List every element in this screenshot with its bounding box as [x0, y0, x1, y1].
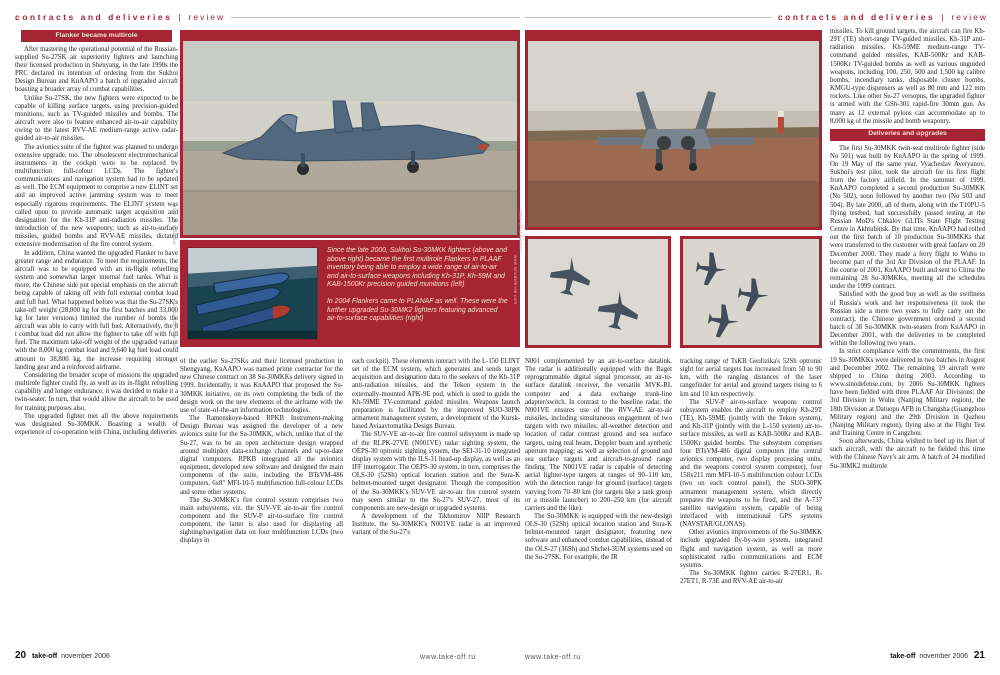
article-column-6	[830, 28, 985, 654]
photo-credit-left-side: www.sinodefense.com	[172, 300, 177, 350]
column-5-text: tracking range of TsKB Geofizika's 52Sh optronic sight for aerial targets has increased from 50 to 90 km, with the ranging distances of the laser rangefinder for aerial and ground targets rising to 6 km and 10 km respectively. The SUV-P air-to-surface weapons control subsystem enables the aircraft to employ Kh-29T (TE), Kh-59ME (jointly with the Tekon system), and Kh-31P (jointly with the L-150 system) air-to-surface missiles, as well as KAB-500Kr and KAB-1500Kr guided bombs. The subsystem comprises four BTsVM-486 digital computers (the central avionics computer, two display processing units, and the weapons control system computer), four 158x211 mm MFI-10-5 multifunction colour LCDs (two on each control panel), the SUO-30PK armament management system, which directly prepares the weapons to be fired, and the A-737 satellite navigation system, capable of being interfaced with international GPS systems (NAVSTAR/GLONAS). Other avionics improvements of the Su-30MKK include upgraded fly-by-wire system, integrated flight and navigation system, as well as more sophisticated radio communications and ECM systems. The Su-30MKK fighter carries R-27ER1, R-27ET1, R-73E and RVV-AE air-to-air	[680, 358, 822, 586]
photo-captions	[327, 247, 509, 324]
article-column-3	[352, 358, 520, 634]
header-separator: |	[178, 12, 183, 22]
footer-site-right: www.take-off.ru	[525, 654, 581, 661]
article-column-5	[680, 358, 822, 634]
footer-site-left: www.take-off.ru	[420, 654, 476, 661]
photo-munitions-art	[188, 248, 317, 340]
caption-su30mk2: In 2004 Flankers came to PLANAF as well. These were the further upgraded Su-30MK2 fighters featuring advanced air-to-surface capabilities (right)	[327, 297, 508, 323]
footer-brand: take-off	[31, 653, 58, 660]
photo-su30mkk-on-runway	[180, 30, 520, 238]
section-header-right	[525, 12, 988, 22]
header-rule	[231, 17, 520, 18]
photo-credit-take-off-collection: Take-off collection	[172, 205, 177, 247]
magazine-page-21	[518, 0, 1000, 675]
column-6-text-bottom: The first Su-30MKK twin-seat multirole fighter (side No 501) was built by KnAAPO in the spring of 1999. On 19 May of the same year, Vyacheslav Averyanov, Sukhoi's test pilot, took the aircraft for its first flight from the factory airfield. In the summer of 1999, KnAAPO completed a second production Su-30MKK (No 502), soon followed by another two (No 503 and 504). By late 2000, all of them, along with the T10PU-5 flying testbed, had successfully passed testing at the Russian MoD's Chkalov GLITs State Flight Testing Centre in Akhtubinsk. By that time, KnAAPO had rolled out the first batch of 10 production Su-30MKKs that were transferred to the customer with great fanfare on 20 December 2000. They made a ferry flight to Wuhu to become part of the 3rd Air Division of the PLAAF. In the course of 2001, KnAAPO built and sent to China the remaining 28 Su-30MKKs, meeting all the schedules under the 1999 contract. Satisfied with the good buy as well as the swiftness of Russia's work and her responsiveness (it took the Russian side a mere two years to fully carry out the contract), the Chinese government ordered a second batch of 38 Su-30MKK twin-seaters from KnAAPO in December 2001, with the deliveries to be completed within the following two years. In strict compliance with the commitments, the first 19 Su-30MKKs were delivered in two batches in August and December 2002. The remaining 19 aircraft were shipped to China during 2003. According to www.sinodefense.com, by 2006 Su-30MKK fighters have been fielded with three PLAAF Air Divisions: the 3rd Division in Wuhu (Nanjing Military region), the 18th Division at Datuopu AFB in Changsha (Guangzhou Military region) and the 29th Division in Quzhou (Nanjing Military region), flying also at the Flight Test and Training Centre in Cangzhou. Soon afterwards, China wished to beef up its fleet of such aircraft, with the aircraft to be fielded this time with the Chinese Navy's air arm. A batch of 24 modified Su-30MK2 multirole	[830, 144, 985, 470]
caption-su30mkk: Since the late 2000, Sukhoi Su-30MKK fighters (above and above right) became the first multirole Flankers in PLAAF inventory being able to employ a wide range of air-to-air and air-to-surface weapons including Kh-31P, Kh-59M and KAB-1500Kr precision guided munitions (left)	[327, 247, 508, 289]
subhead-deliveries-and-upgrades: Deliveries and upgrades	[830, 129, 985, 141]
section-header-title-right: contracts and deliveries	[777, 12, 936, 22]
footer-right	[890, 650, 985, 661]
column-1-text: After mastering the operational potential of the Russian-supplied Su-27SK air superiority fighters and launching their licensed production in Shenyang, in the late 1990s the PRC declared its intention of ordering from the Sukhoi Design Bureau and KnAAPO a batch of upgraded aircraft boasting a broader array of combat capabilities. Unlike Su-27SK, the new fighters were expected to be capable of killing surface targets, using precision-guided munitions, such as TV-guided missiles and bombs. The aircraft were also to feature enhanced air-to-air capability owing to the latest RVV-AE medium-range active radar-guided air-to-air missiles. The avionics suite of the fighter was planned to undergo extensive upgrade, too. The obsolescent electromechanical instruments in the cockpit were to be replaced by multifunction full-colour LCDs. The fighter's communications and navigation system had to be updated as well. The ECM equipment to comprise a new ELINT set and an improved active jamming system was to meet especially rigorous requirements. The ELINT system was called upon to provide automatic target acquisition and designation for the Kh-31P anti-radiation missiles. The introduction of the new weaponry, such as air-to-surface missiles, guided bombs and RVV-AE missiles, dictated extensive modernisation of the fire control system. In addition, China wanted the upgraded Flanker to have greater range and endurance. To meet the requirements, the aircraft was to be equipped with an in-flight refuelling system and somewhat larger internal fuel tanks. What is more, the Chinese side put special emphasis on the aircraft being capable of taking off with full external combat load and full fuel. What happened before was that the Su-27SK's take-off weight (28,000 kg for the first batches and 33,000 kg for later versions) limited the number of bombs the aircraft was able to carry with full fuel. Alternatively, the 8 t combat load did not allow the fighter to take off with full fuel. The maximum take-off weight of the upgraded variant with the 8,000 kg combat load and 9,640 kg fuel load could amount to 38,800 kg, the increase requiring stronger landing gear and a reinforced airframe. Considering the broader scope of missions the upgraded multirole fighter could fly, as well as its in-flight refuelling capability and longer endurance, it was decided to make it a twin-seater. In turn, that would allow the aircraft to be used for training purposes also. The upgraded fighter met all the above requirements was designated Su-30MKK. Boasting a wealth of experience of co-operation with China, including deliveries	[15, 45, 178, 436]
article-column-4	[525, 358, 672, 634]
article-title: Flanker became multirole	[21, 30, 172, 42]
photo-su30mkk-pair-in-flight	[525, 236, 671, 348]
photo-precision-guided-munitions	[187, 247, 318, 340]
footer-issue-right: november 2006	[919, 653, 969, 660]
page-number-20: 20	[15, 650, 27, 661]
photo-su30mkk-runway-art	[183, 41, 517, 235]
photo-su30-taxiway-art	[528, 41, 819, 227]
article-column-1	[15, 30, 178, 634]
photo-flight-formation-art	[683, 239, 819, 345]
photo-credit-caption-box: www.sinodefense.com	[513, 255, 518, 305]
section-header-left	[15, 12, 520, 22]
section-header-review: review	[188, 12, 226, 22]
column-6-text-top: missiles. To kill ground targets, the aircraft can fire Kh-29T (TE) short-range TV-guided missiles, Kh-31P anti-radiation missiles, Kh-59ME medium-range TV-command guided missiles, KAB-500Kr and KAB-1500Kr TV-guided bombs as well as various unguided weapons, including 100, 250, 500 and 1,500 kg calibre bombs, incendiary tanks, disposable cluster bombs, KMGU-type dispensers as well as 80 mm and 122 mm rockets. Like other Su-27 versopns, the upgraded fighter is armed with the GSh-301 rapid-fire 30mm gun. As many as 12 external pylons can accommodate up to 8,000 kg of the missile and bomb weaponry.	[830, 28, 985, 125]
photo-credit-right-page: Take-off collection	[518, 210, 523, 252]
column-2-text: of the earlier Su-27SKs and their licensed production in Shengyang, KnAAPO was named prime contractor for the new Chinese contract on 38 Su-30MKKs delivery signed in 1999. Incidentally, it was KnAAPO that proposed the Su-30MKK initiative, on its own completing the bulk of the design work on the new elements of the airframe with the use of state-of-the-art information technologies. The Ramenskoye-based RPKB Instrument-making Design Bureau was assigned the developer of a new avionics suite for the Su-30MKK, which, unlike that of the Su-27, was to be an open architecture design wrapped around multiplex data-exchange channels and up-to-date digital computers. RPKB integrated all the avionics equipment, developed new software and designed the main components of the suite, including the BTsVM-486 computers, 6x8" MFI-10-5 multifunction full-colour LCDs and some other systems. The Su-30MKK's fire control system comprises two main subsystems, viz. the SUV-VE air-to-air fire control component and the SUV-P air-to-surface fire control component, the latter is also used for displaying all sighting/navigation data on four multifunction LCDs (two displays in	[180, 358, 343, 545]
header-rule-right	[525, 17, 772, 18]
photo-su30mk2-formation-in-flight	[680, 236, 822, 348]
caption-box	[180, 240, 520, 347]
column-4-text: N001 complemented by an air-to-surface datalink. The radar is additionally equipped with the Baget reprogrammable digital signal processor, an air-to-surface datalink receiver, the versatile MVK-RL computer and a data exchange trunk-line adapter/switch. In contrast to the baseline radar, the N001VE ensures use of the RVV-AE air-to-air missiles, including simultaneous engagement of two targets with two missiles; all-weather detection and location of radar contrast ground and sea surface targets, using real beam, Doppler beam and synthetic aperture mapping; as well as selection of ground and sea surface targets and aircraft-to-ground range finding. The N001VE radar is capable of detecting aerial fighter-type targets at ranges of 90–110 km, with the detection range for ground (surface) targets varying from 70–80 km (for targets like a tank group or a missile launcher) to 200–250 km (for aircraft carriers and the like). The Su-30MKK is equipped with the new-design OLS-30 (52Sh) optical location station and Sura-K helmet-mounted target designator, featuring new software and enhanced combat capabilities, instead of the OLS-27 (36Sh) and Shchel-3UM systems used on the Su-27SK. For example, the IR	[525, 358, 672, 561]
section-header-title: contracts and deliveries	[15, 12, 173, 22]
photo-su30-taxiway-rear	[525, 30, 822, 230]
footer-left	[15, 650, 110, 661]
article-column-2	[180, 358, 343, 634]
header-separator-right: |	[941, 12, 946, 22]
photo-flight-pair-art	[528, 239, 668, 345]
column-3-text: each cockpit). These elements interact with the L-150 ELINT set of the ECM system, which generates and sends target acquisition and designation data to the seekers of the Kh-31P anti-radiation missiles, and the Tekon system in the externally-mounted APK-9E pod, which is used to guide the Kh-59ME TV-command guided missiles. Weapons launch preparation is facilitated by the improved SUO-30PK armament management system, a development of the Kursk-based Aviaavtomatika Design Bureau. The SUV-VE air-to-air fire control subsystem is made up of the RLPK-27VE (N001VE) radar sighting system, the OEPS-30 optronic sighting system, the SEI-31-10 integrated display system with the ILS-31 head-up display, as well as an IFF interrogator. The OEPS-30 system, in turn, comprises the OLS-30 (52Sh) optical location station and the Sura-K helmet-mounted target designator. Though the composition of the Su-30MKK's SUV-VE air-to-air fire control system may seem similar to the Su-27's SUV-27, most of its components are new-design or upgraded systems. A development of the Tikhomirov NIIP Research Institute, the Su-30MKK's N001VE radar is an improved variant of the Su-27's	[352, 358, 520, 537]
page-number-21: 21	[973, 650, 985, 661]
section-header-review-right: review	[951, 12, 988, 22]
footer-brand-right: take-off	[890, 653, 916, 660]
footer-issue: november 2006	[61, 653, 110, 660]
